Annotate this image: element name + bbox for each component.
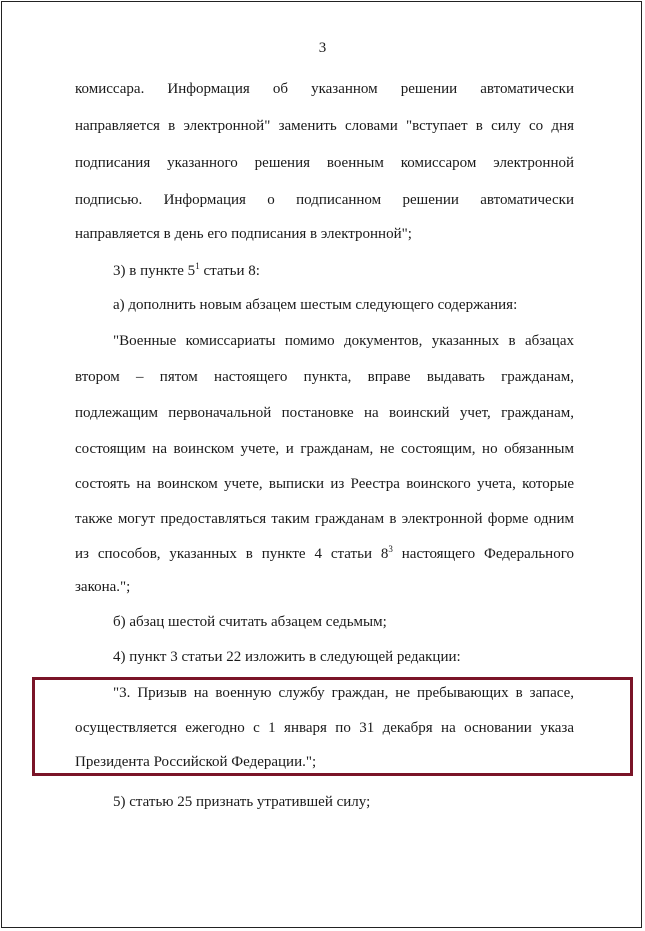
page-number: 3 [318, 40, 327, 56]
superscript: 3 [388, 544, 393, 554]
text-line: Президента Российской Федерации."; [75, 754, 317, 770]
text-line: осуществляется ежегодно с 1 января по 31 декабря на основании указа [75, 720, 574, 736]
superscript: 1 [195, 261, 200, 271]
text-line: комиссара. Информация об указанном решении автоматически [75, 81, 574, 97]
text-line: подписания указанного решения военным комиссаром электронной [75, 155, 574, 171]
text-line: 5) статью 25 признать утратившей силу; [113, 794, 371, 810]
document-page [1, 1, 642, 928]
text-line: подписью. Информация о подписанном решении автоматически [75, 192, 574, 208]
text-line: направляется в день его подписания в электронной"; [75, 226, 412, 242]
text-line: "3. Призыв на военную службу граждан, не пребывающих в запасе, [113, 685, 574, 701]
text-line: закона."; [75, 579, 131, 595]
text-line: состоящим на воинском учете, и гражданам, не состоящим, но обязанным [75, 441, 574, 457]
text-line: подлежащим первоначальной постановке на воинский учет, гражданам, [75, 405, 574, 421]
text-line: 4) пункт 3 статьи 22 изложить в следующей редакции: [113, 649, 461, 665]
text-fragment: из способов, указанных в пункте 4 статьи 8 [75, 546, 389, 562]
text-line [75, 545, 574, 563]
text-fragment: статьи 8: [199, 263, 260, 279]
text-line [113, 262, 260, 280]
text-fragment: 3) в пункте 5 [113, 263, 196, 279]
text-line: состоять на воинском учете, выписки из Реестра воинского учета, которые [75, 476, 574, 492]
text-line: "Военные комиссариаты помимо документов, указанных в абзацах [113, 333, 574, 349]
text-line: а) дополнить новым абзацем шестым следующего содержания: [113, 297, 518, 313]
text-line: также могут предоставляться таким гражданам в электронной форме одним [75, 511, 574, 527]
text-line: б) абзац шестой считать абзацем седьмым; [113, 614, 387, 630]
text-line: направляется в электронной" заменить словами "вступает в силу со дня [75, 118, 574, 134]
highlight-box [32, 677, 633, 776]
text-fragment: настоящего Федерального [392, 546, 574, 562]
text-line: втором – пятом настоящего пункта, вправе выдавать гражданам, [75, 369, 574, 385]
